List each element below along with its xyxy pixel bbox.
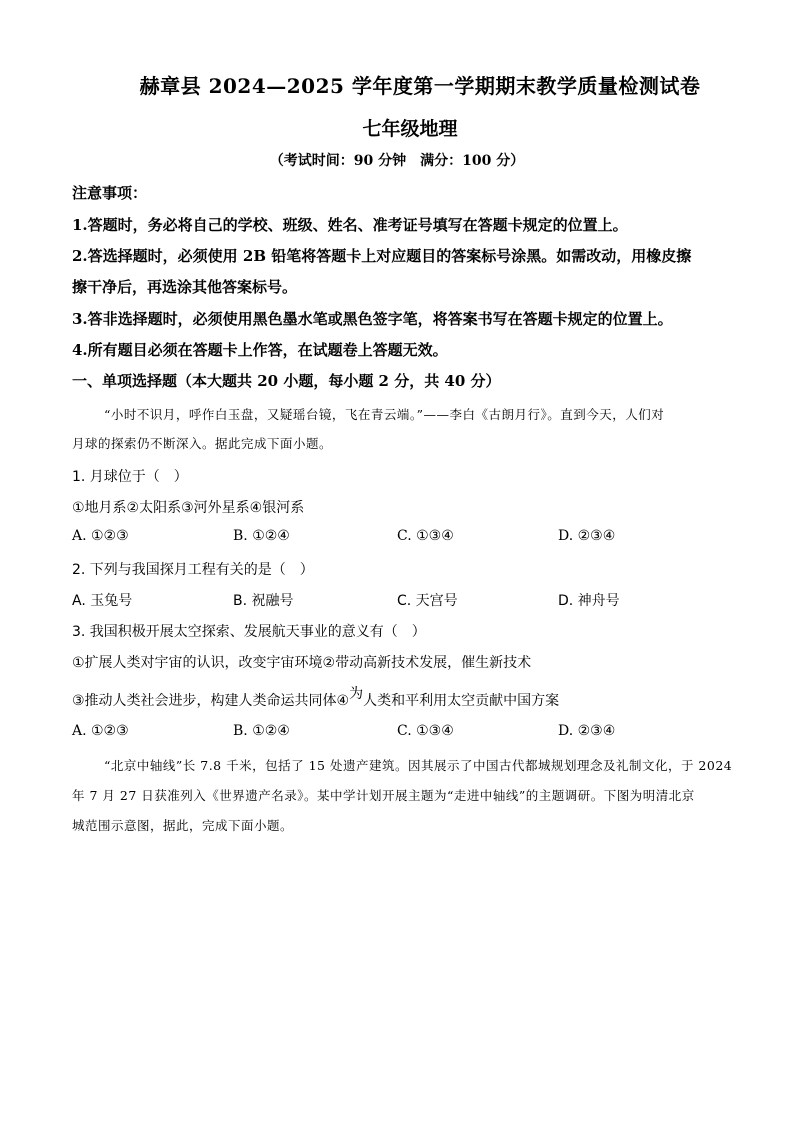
question-1-statements: ①地月系②太阳系③河外星系④银河系 xyxy=(72,500,305,516)
notice-item-4: 4.所有题目必须在答题卡上作答，在试题卷上答题无效。 xyxy=(72,341,448,359)
exam-subtitle: 七年级地理 xyxy=(362,118,458,140)
passage-2-line-2: 年 7 月 27 日获准列入《世界遗产名录》。某中学计划开展主题为“走进中轴线”的主题调研。下图为明清北京 xyxy=(72,788,695,803)
question-2-option-c: C. 天宫号 xyxy=(397,593,458,609)
question-3-statements-2-pre: ③推动人类社会进步，构建人类命运共同体④ xyxy=(72,693,350,709)
question-3-option-d: D. ②③④ xyxy=(558,723,616,739)
question-1-option-d: D. ②③④ xyxy=(558,528,616,544)
question-2-option-b: B. 祝融号 xyxy=(233,593,294,609)
question-3-statements-2 xyxy=(72,686,560,710)
passage-2-line-3: 城范围示意图，据此，完成下面小题。 xyxy=(72,818,294,833)
question-3-statements-1: ①扩展人类对宇宙的认识，改变宇宙环境②带动高新技术发展，催生新技术 xyxy=(72,655,532,671)
notice-item-2: 2.答选择题时，必须使用 2B 铅笔将答题卡上对应题目的答案标号涂黑。如需改动，用橡皮擦 xyxy=(72,247,692,265)
question-1-option-a: A. ①②③ xyxy=(72,528,129,544)
question-3-stem: 3. 我国积极开展太空探索、发展航天事业的意义有（ ） xyxy=(72,624,426,640)
question-1-stem: 1. 月球位于（ ） xyxy=(72,469,188,485)
passage-1-line-1: “小时不识月，呼作白玉盘，又疑瑶台镜，飞在青云端。”——李白《古朗月行》。直到今天，人们对 xyxy=(104,407,665,422)
section-heading: 一、单项选择题（本大题共 20 小题，每小题 2 分，共 40 分） xyxy=(72,372,501,390)
passage-1-line-2: 月球的探索仍不断深入。据此完成下面小题。 xyxy=(72,436,333,451)
passage-2-line-1: “北京中轴线”长 7.8 千米，包括了 15 处遗产建筑。因其展示了中国古代都城规划理念及礼制文化，于 2024 xyxy=(104,758,733,773)
notice-item-2-cont: 擦干净后，再选涂其他答案标号。 xyxy=(72,278,298,296)
exam-title: 赫章县 2024—2025 学年度第一学期期末教学质量检测试卷 xyxy=(139,74,701,98)
question-3-option-a: A. ①②③ xyxy=(72,723,129,739)
notice-item-1: 1.答题时，务必将自己的学校、班级、姓名、准考证号填写在答题卡规定的位置上。 xyxy=(72,216,628,234)
question-3-option-c: C. ①③④ xyxy=(397,723,454,739)
notice-heading: 注意事项： xyxy=(72,184,148,202)
question-2-option-d: D. 神舟号 xyxy=(558,593,620,609)
question-3-statements-2-post: 人类和平利用太空贡献中国方案 xyxy=(363,693,560,709)
exam-time-info: （考试时间：90 分钟 满分：100 分） xyxy=(269,153,525,169)
question-1-option-b: B. ①②④ xyxy=(233,528,290,544)
question-3-statements-2-raised: 为 xyxy=(349,686,364,702)
question-1-option-c: C. ①③④ xyxy=(397,528,454,544)
question-3-option-b: B. ①②④ xyxy=(233,723,290,739)
question-2-stem: 2. 下列与我国探月工程有关的是（ ） xyxy=(72,562,314,578)
notice-item-3: 3.答非选择题时，必须使用黑色墨水笔或黑色签字笔，将答案书写在答题卡规定的位置上。 xyxy=(72,310,673,328)
question-2-option-a: A. 玉兔号 xyxy=(72,593,133,609)
